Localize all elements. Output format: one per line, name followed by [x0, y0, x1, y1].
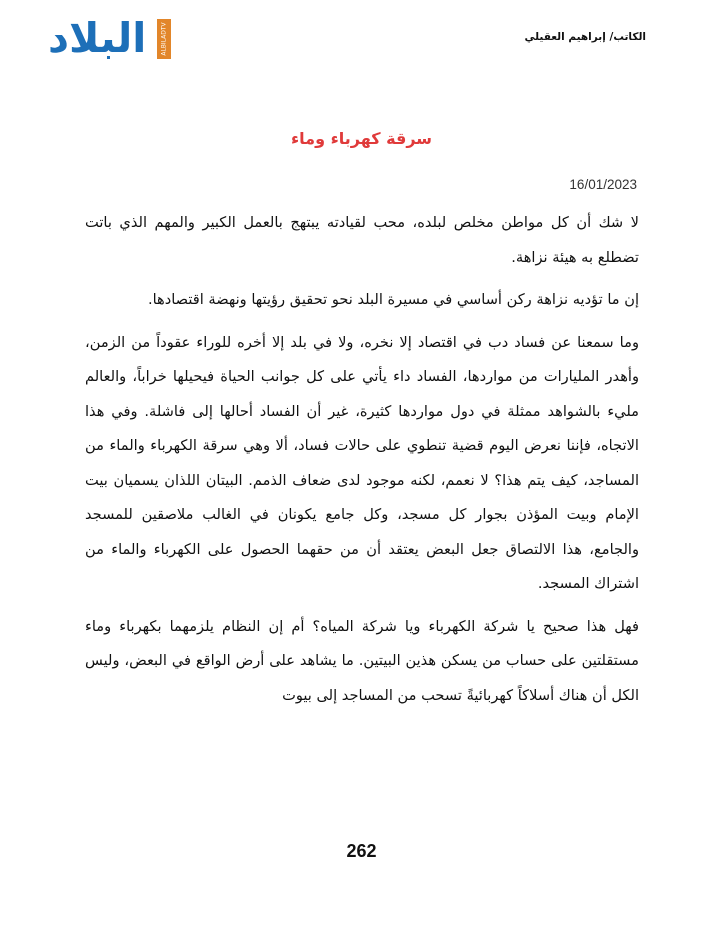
paragraph: وما سمعنا عن فساد دب في اقتصاد إلا نخره، ولا في بلد إلا أخره للوراء عقوداً من الزمن، وأهدر المليارات من مواردها، الفساد داء يأتي على كل جوانب الحياة فيحيلها خراباً، والعالم مليء بالشواهد ممثلة في دول مواردها كثيرة، غير أن الفساد أحالها إلى فاشلة. وفي هذا الاتجاه، فإننا نعرض اليوم قضية تنطوي على حالات فساد، ألا وهي سرقة الكهرباء والماء من المساجد، كيف يتم هذا؟ لا نعمم، لكنه موجود لدى ضعاف الذمم. البيتان اللذان يسميان بيت الإمام وبيت المؤذن بجوار كل مسجد، وكل جامع يكونان في الغالب ملاصقين للمسجد والجامع، هذا الالتصاق جعل البعض يعتقد أن من حقهما الحصول على الكهرباء والماء من اشتراك المسجد.: [85, 333, 639, 592]
logo: [48, 14, 174, 63]
paragraph: لا شك أن كل مواطن مخلص لبلده، محب لقيادته يبتهج بالعمل الكبير والمهم الذي باتت تضطلع به هيئة نزاهة.: [85, 214, 639, 266]
logo-tv-label: ALBILADTV: [160, 22, 168, 56]
article-body: [85, 206, 639, 721]
article-date: 16/01/2023: [569, 177, 637, 192]
article-title: سرقة كهرباء وماء: [290, 129, 433, 148]
author-line: الكاتب/ إبراهيم العقيلي: [524, 31, 646, 43]
paragraph: فهل هذا صحيح يا شركة الكهرباء ويا شركة المياه؟ أم إن النظام يلزمهما بكهرباء وماء مستقلتين على حساب من يسكن هذين البيتين. ما يشاهد على أرض الواقع في البعض، وليس الكل أن هناك أسلاكاً كهربائيةً تسحب من المساجد إلى بيوت: [85, 617, 639, 704]
logo-wordmark: البلاد: [48, 14, 147, 62]
paragraph: إن ما تؤديه نزاهة ركن أساسي في مسيرة البلد نحو تحقيق رؤيتها ونهضة اقتصادها.: [147, 291, 639, 308]
page-number: 262: [346, 841, 377, 861]
logo-tv-badge: [157, 19, 171, 59]
